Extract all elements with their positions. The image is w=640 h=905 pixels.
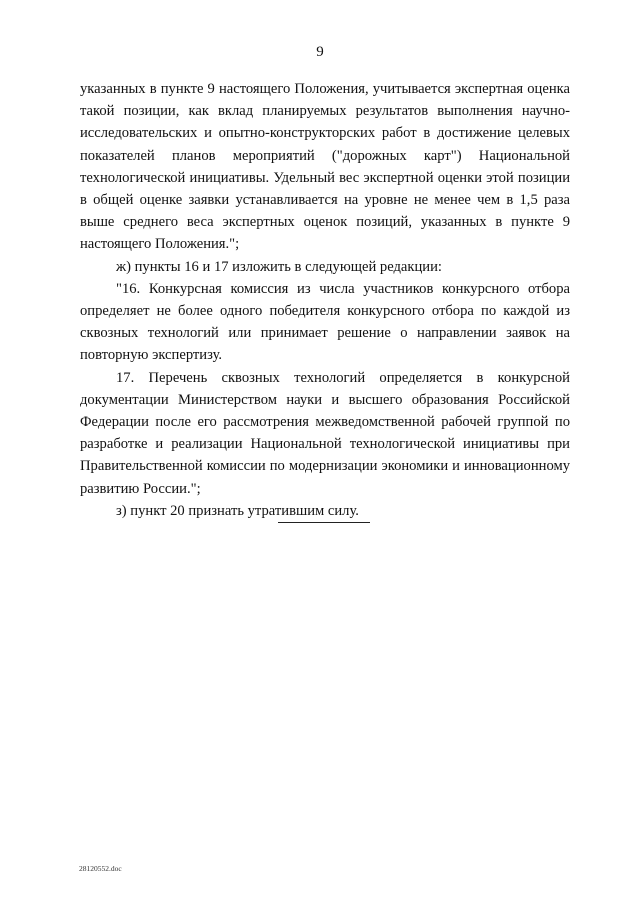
page-number: 9	[316, 44, 324, 60]
paragraph-point-17: 17. Перечень сквозных технологий определяется в конкурсной документации Министерством науки и высшего образования Российской Федерации после его рассмотрения межведомственной рабочей группой по разработке и реализации Национальной технологической инициативы при Правительственной комиссии по модернизации экономики и инновационному развитию России.";	[80, 369, 570, 497]
paragraph-item-z: з) пункт 20 признать утратившим силу.	[116, 502, 359, 519]
document-body	[80, 78, 570, 522]
end-divider-line	[278, 522, 370, 523]
paragraph-point-16: "16. Конкурсная комиссия из числа участников конкурсного отбора определяет не более одного победителя конкурсного отбора по каждой из сквозных технологий или принимает решение о направлении заявок на повторную экспертизу.	[80, 280, 570, 364]
document-code: 28120552.doc	[79, 864, 122, 873]
paragraph-continuation: указанных в пункте 9 настоящего Положения, учитывается экспертная оценка такой позиции, как вклад планируемых результатов выполнения научно-исследовательских и опытно-конструкторских работ в достижение целевых показателей планов мероприятий ("дорожных карт") Национальной технологической инициативы. Удельный вес экспертной оценки этой позиции в общей оценке заявки устанавливается на уровне не менее чем в 1,5 раза выше среднего веса экспертных оценок позиций, указанных в пункте 9 настоящего Положения.";	[80, 81, 570, 253]
paragraph-item-zh: ж) пункты 16 и 17 изложить в следующей редакции:	[116, 258, 442, 275]
